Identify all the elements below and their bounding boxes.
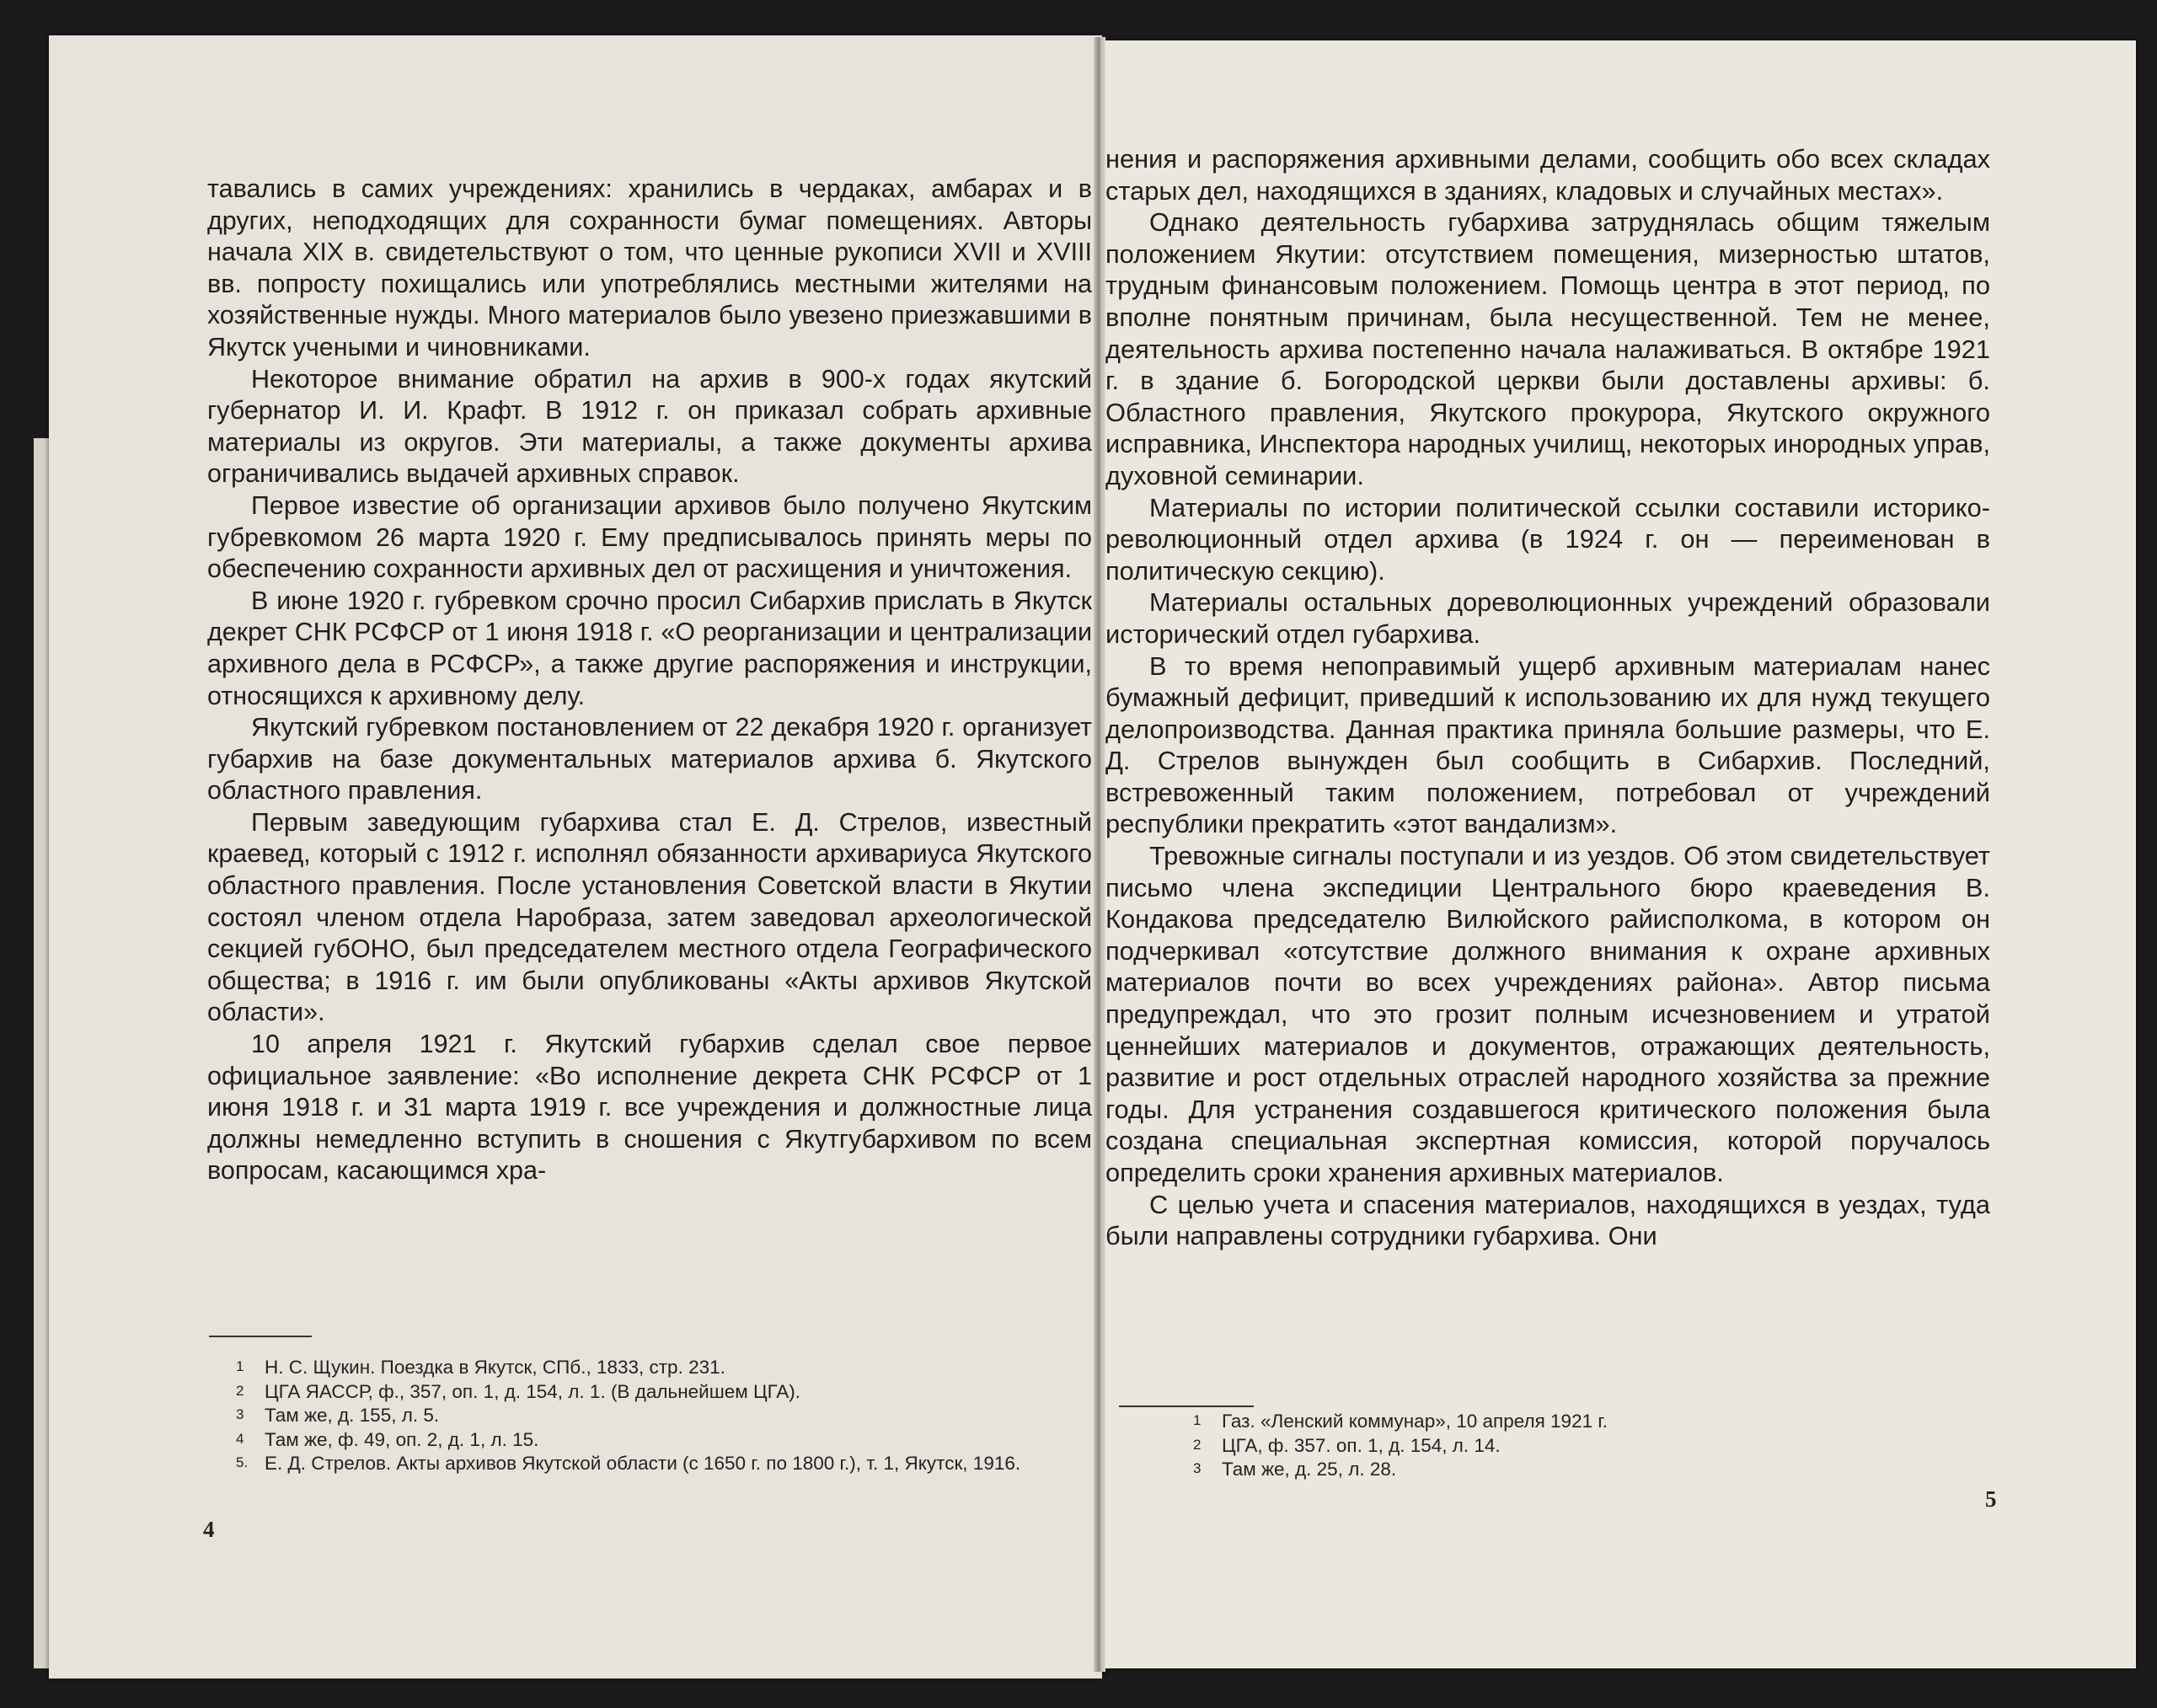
paragraph: Однако деятельность губархива затруднялась общим тяжелым положением Якутии: отсутствием помещения, мизерностью штатов, трудным финансовым положением. Помощь центра в этот период, по вполне понятным причинам, была несущественной. Тем не менее, деятельность архива постепенно начала налаживаться. В октябре 1921 г. в здание б. Богородской церкви были доставлены архивы: б. Областного правления, Якутского прокурора, Якутского окружного исправника, Инспектора народных училищ, некоторых инородных управ, духовной семинарии.	[1105, 207, 1990, 490]
footnote	[1164, 1433, 1923, 1458]
footnote-divider	[209, 1336, 312, 1337]
page-number: 5	[1985, 1486, 1997, 1512]
footnote	[207, 1451, 1092, 1475]
paragraph: Тревожные сигналы поступали и из уездов. Об этом свидетельствует письмо члена экспедиции Центрального бюро краеведения В. Кондакова председателю Вилюйского райисполкома, в котором он подчеркивал «отсутствие должного внимания к охране архивных материалов почти во всех учреждениях района». Автор письма предупреждал, что это грозит полным исчезновением и утратой ценнейших материалов и документов, отражающих деятельность, развитие и рост отдельных отраслей народного хозяйства за прежние годы. Для устранения создавшегося критического положения была создана специальная экспертная комиссия, которой поручалось определить сроки хранения архивных материалов.	[1105, 841, 1990, 1187]
paragraph: С целью учета и спасения материалов, находящихся в уездах, туда были направлены сотрудники губархива. Они	[1105, 1189, 1990, 1251]
footnote-number: 4	[236, 1430, 244, 1447]
paragraph: Материалы по истории политической ссылки составили историко-революционный отдел архива (в 1924 г. он — переименован в политическую секцию).	[1105, 492, 1990, 586]
paragraph: 10 апреля 1921 г. Якутский губархив сделал свое первое официальное заявление: «Во исполнение декрета СНК РСФСР от 1 июня 1918 г. и 31 марта 1919 г. все учреждения и должностные лица должны немедленно вступить в сношения с Якутгубархивом по всем вопросам, касающимся хра-	[207, 1030, 1092, 1186]
footnote-text: Там же, д. 155, л. 5.	[265, 1405, 440, 1426]
paragraph: Якутский губревком постановлением от 22 декабря 1920 г. организует губархив на базе документальных материалов архива б. Якутского областного правления.	[207, 713, 1092, 806]
paragraph: В июне 1920 г. губревком срочно просил Сибархив прислать в Якутск декрет СНК РСФСР от 1 июня 1918 г. «О реорганизации и централизации архивного дела в РСФСР», а также другие распоряжения и инструкции, относящихся к архивному делу.	[207, 586, 1092, 710]
footnote-number: 2	[236, 1382, 244, 1399]
footnote-text: Газ. «Ленский коммунар», 10 апреля 1921 г.	[1222, 1411, 1608, 1432]
right-footnotes	[1164, 1409, 1923, 1481]
page-edge	[34, 438, 49, 1668]
paragraph: Материалы остальных дореволюционных учреждений образовали исторический отдел губархива.	[1105, 587, 1990, 649]
right-page-text	[1105, 143, 1990, 1252]
paragraph: Первое известие об организации архивов было получено Якутским губревкомом 26 марта 1920 г. Ему предписывалось принять меры по обеспечению сохранности архивных дел от расхищения и уничтожения.	[207, 490, 1092, 584]
footnote-number: 1	[236, 1358, 244, 1374]
footnote	[207, 1427, 1092, 1452]
book-gutter	[1094, 37, 1105, 1672]
footnote	[1164, 1457, 1923, 1481]
footnote-number: 3	[1193, 1460, 1202, 1476]
footnote-divider	[1119, 1405, 1254, 1407]
paragraph: Некоторое внимание обратил на архив в 900-х годах якутский губернатор И. И. Крафт. В 1912 г. он приказал собрать архивные материалы из округов. Эти материалы, а также документы архива ограничивались выдачей архивных справок.	[207, 364, 1092, 489]
paragraph: В то время непоправимый ущерб архивным материалам нанес бумажный дефицит, приведший к использованию их для нужд текущего делопроизводства. Данная практика приняла большие размеры, что Е. Д. Стрелов вынужден был сообщить в Сибархив. Последний, встревоженный таким положением, потребовал от учреждений республики прекратить «этот вандализм».	[1105, 651, 1990, 839]
left-page-text	[207, 174, 1092, 1187]
footnote-text: Там же, ф. 49, оп. 2, д. 1, л. 15.	[265, 1428, 539, 1450]
left-footnotes	[207, 1355, 1092, 1475]
footnote-text: Н. С. Щукин. Поездка в Якутск, СПб., 1833, стр. 231.	[265, 1357, 725, 1378]
footnote	[207, 1355, 1092, 1379]
footnote-number: 2	[1193, 1436, 1202, 1453]
paragraph: Первым заведующим губархива стал Е. Д. Стрелов, известный краевед, который с 1912 г. исполнял обязанности архивариуса Якутского областного правления. После установления Советской власти в Якутии состоял членом отдела Наробраза, затем заведовал археологической секцией губОНО, был председателем местного отдела Географического общества; в 1916 г. им были опубликованы «Акты архивов Якутской области».	[207, 807, 1092, 1027]
footnote	[207, 1379, 1092, 1404]
footnote	[207, 1403, 1092, 1427]
footnote-number: 3	[236, 1406, 244, 1422]
footnote	[1164, 1409, 1923, 1433]
footnote-number: 1	[1193, 1412, 1202, 1428]
footnote-text: ЦГА ЯАССР, ф., 357, оп. 1, д. 154, л. 1. (В дальнейшем ЦГА).	[265, 1380, 801, 1402]
footnote-number: 5.	[236, 1454, 249, 1470]
paragraph: тавались в самих учреждениях: хранились в чердаках, амбарах и в других, неподходящих для сохранности бумаг помещениях. Авторы начала XIX в. свидетельствуют о том, что ценные рукописи XVII и XVIII вв. попросту похищались или употреблялись местными жителями на хозяйственные нужды. Много материалов было увезено приезжавшими в Якутск учеными и чиновниками.	[207, 174, 1092, 361]
footnote-text: Там же, д. 25, л. 28.	[1222, 1459, 1397, 1480]
footnote-text: ЦГА, ф. 357. оп. 1, д. 154, л. 14.	[1222, 1434, 1501, 1456]
paragraph: нения и распоряжения архивными делами, сообщить обо всех складах старых дел, находящихся в зданиях, кладовых и случайных местах».	[1105, 144, 1990, 206]
page-number: 4	[203, 1517, 215, 1542]
footnote-text: Е. Д. Стрелов. Акты архивов Якутской области (с 1650 г. по 1800 г.), т. 1, Якутск, 1916.	[265, 1453, 1021, 1474]
